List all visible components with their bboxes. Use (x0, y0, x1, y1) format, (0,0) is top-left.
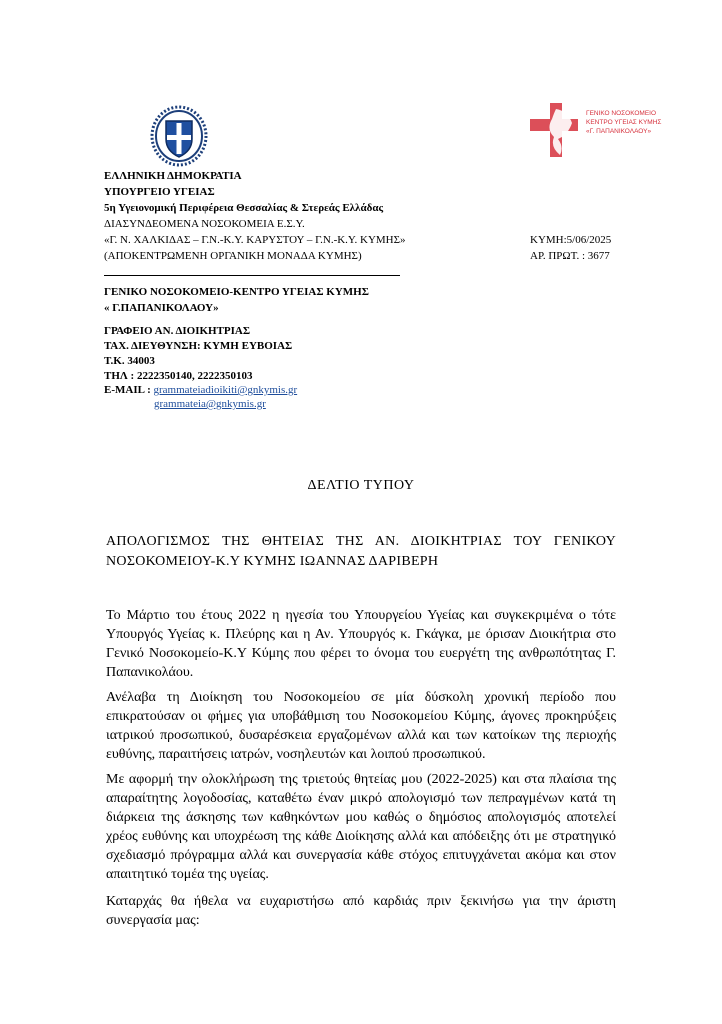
header-hospital-names: «Γ. Ν. ΧΑΛΚΙΔΑΣ – Γ.Ν.-Κ.Υ. ΚΑΡΥΣΤΟΥ – Γ.Ν.-Κ.Υ. ΚΥΜΗΣ» (104, 234, 406, 246)
email-secondary-line (154, 396, 266, 412)
header-divider (104, 275, 400, 276)
postal-code: Τ.Κ. 34003 (104, 355, 155, 367)
paragraph-2: Ανέλαβα τη Διοίκηση του Νοσοκομείου σε μία δύσκολη χρονική περίοδο που επικρατούσαν οι φήμες για υποβάθμιση του Νοσοκομείου Κύμης, άγονες προκηρύξεις ιατρικού προσωπικού, δυσαρέσκεια εργαζομένων αλλά και των κατοίκων της περιοχής ευθύνης, παραιτήσεις ιατρών, νοσηλευτών και λοιπού προσωπικού. (106, 690, 616, 762)
logo-line-1: ΓΕΝΙΚΟ ΝΟΣΟΚΟΜΕΙΟ (586, 110, 657, 117)
header-republic: ΕΛΛΗΝΙΚΗ ΔΗΜΟΚΡΑΤΙΑ (104, 170, 242, 182)
postal-address: ΤΑΧ. ΔΙΕΥΘΥΝΣΗ: ΚΥΜΗ ΕΥΒΟΙΑΣ (104, 340, 293, 352)
email-label: E-MAIL : (104, 384, 151, 396)
paragraph-4: Καταρχάς θα ήθελα να ευχαριστήσω από καρδιάς πριν ξεκινήσω για την άριστη συνεργασία μας: (106, 894, 616, 928)
phone-numbers: ΤΗΛ : 2222350140, 2222350103 (104, 370, 253, 382)
email-link-secondary[interactable]: grammateia@gnkymis.gr (154, 398, 266, 410)
logo-text (586, 109, 661, 136)
header-linked-hospitals: ΔΙΑΣΥΝΔΕΟΜΕΝΑ ΝΟΣΟΚΟΜΕΙΑ Ε.Σ.Υ. (104, 218, 305, 230)
document-date: ΚΥΜΗ:5/06/2025 (530, 234, 612, 246)
document-title: ΑΠΟΛΟΓΙΣΜΟΣ ΤΗΣ ΘΗΤΕΙΑΣ ΤΗΣ ΑΝ. ΔΙΟΙΚΗΤΡΙΑΣ ΤΟΥ ΓΕΝΙΚΟΥ ΝΟΣΟΚΟΜΕΙΟΥ-Κ.Υ ΚΥΜΗΣ ΙΩΑΝΝΑΣ ΔΑΡΙΒΕΡΗ (106, 534, 616, 569)
protocol-number: ΑΡ. ΠΡΩΤ. : 3677 (530, 250, 610, 262)
hospital-subname: « Γ.ΠΑΠΑΝΙΚΟΛΑΟΥ» (104, 302, 219, 314)
hospital-logo (528, 101, 688, 161)
header-decentralized-unit: (ΑΠΟΚΕΝΤΡΩΜΕΝΗ ΟΡΓΑΝΙΚΗ ΜΟΝΑΔΑ ΚΥΜΗΣ) (104, 250, 362, 262)
hospital-name: ΓΕΝΙΚΟ ΝΟΣΟΚΟΜΕΙΟ-ΚΕΝΤΡΟ ΥΓΕΙΑΣ ΚΥΜΗΣ (104, 286, 369, 298)
greek-state-emblem (150, 105, 208, 167)
header-ministry: ΥΠΟΥΡΓΕΙΟ ΥΓΕΙΑΣ (104, 186, 215, 198)
document-type: ΔΕΛΤΙΟ ΤΥΠΟΥ (307, 478, 415, 493)
email-link-primary[interactable]: grammateiadioikiti@gnkymis.gr (153, 384, 298, 396)
logo-line-2: ΚΕΝΤΡΟ ΥΓΕΙΑΣ ΚΥΜΗΣ (586, 119, 662, 126)
logo-line-3: «Γ. ΠΑΠΑΝΙΚΟΛΑΟΥ» (586, 128, 652, 135)
header-health-region: 5η Υγειονομική Περιφέρεια Θεσσαλίας & Στερεάς Ελλάδας (104, 202, 384, 214)
paragraph-3: Με αφορμή την ολοκλήρωση της τριετούς θητείας μου (2022-2025) και στα πλαίσια της απαραίτητης λογοδοσίας, καταθέτω έναν μικρό απολογισμό των πεπραγμένων κατά τη διάρκεια της άσκησης των καθηκόντων μου καθώς ο δημόσιος απολογισμός αποτελεί χρέος ευθύνης και υποχρέωση της κάθε Διοίκησης αλλά και απόδειξης ότι με στρατηγικό σχεδιασμό πρόγραμμα αλλά και συνεργασία κάθε στόχος επιτυγχάνεται ακόμα και στον απαιτητικό τομέα της υγείας. (106, 772, 616, 882)
office-label: ΓΡΑΦΕΙΟ ΑΝ. ΔΙΟΙΚΗΤΡΙΑΣ (104, 325, 251, 337)
paragraph-1: Το Μάρτιο του έτους 2022 η ηγεσία του Υπουργείου Υγείας και συγκεκριμένα ο τότε Υπουργός Υγείας κ. Πλεύρης και η Αν. Υπουργός κ. Γκάγκα, με όρισαν Διοικήτρια στο Γενικό Νοσοκομείο-Κ.Υ Κύμης που φέρει το όνομα του ευεργέτη της ανθρωπότητας Γ. Παπανικολάου. (106, 608, 616, 680)
